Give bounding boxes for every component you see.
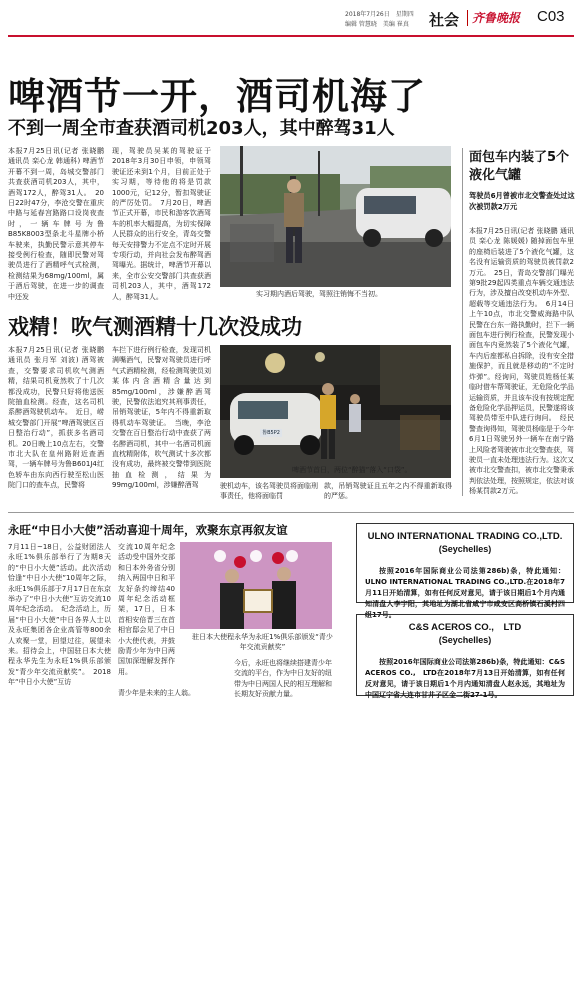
side-column-divider [462,148,463,496]
story2-column-3a: 驶机动车，该名驾驶员将面临刑事责任，他将面临罚 [220,482,318,501]
section-name: 社会 [429,11,460,29]
story1-headline: 啤酒节一开，酒司机海了 [8,75,426,118]
notice-company-name: C&S ACEROS CO., LTD [408,622,522,633]
notice-company-name: ULNO INTERNATIONAL TRADING CO.,LTD. [367,531,563,542]
notice-body: 按照2016年国际商业公司法第286b)条，特此通知：ULNO INTERNATIONAL TRADING CO.,LTD.在2018年7月11日开始清算，如有任何反对意见，请于该日期后1个月内通知清盘人李宇阳，其地址为湖北省咸宁市咸安区高桥镇石溪村四组17号。 [365,567,565,619]
newspaper-logo: 齐鲁晚报 [472,11,521,25]
header-divider [467,10,468,26]
legal-notice-ulno [356,523,574,619]
story3-column-1: 7月11日~18日，公益财团法人永旺1%俱乐部举行了为期8天的“中日小大使”活动。此次活动恰逢“中日小大使”10周年之际，永旺1%俱乐部于7月17日在东京举办了“中日小大使”互访交流10周年纪念活动。 纪念活动上，历届“中日小大使”中日各界人士以及永旺集团各企业高管等800余人欢聚一堂，回望过往，展望未来。招待会上，中国驻日本大使程永华先生为永旺1%俱乐部颁发“青少年交流贡献奖”。 2018年“中日小大使”互访 [8,543,111,687]
license-plate: 鲁B5P2 [262,430,280,436]
notice-jurisdiction: (Seychelles) [438,544,492,554]
story3-column-2b: 青少年是未来的主人翁。 [118,689,195,697]
notice-body: 按照2016年国际商业公司法第286b)条，特此通知：C&S ACEROS CO., LTD在2018年7月13日开始清算，如有任何反对意见，请于该日期后1个月内通知清盘人赵永远，其地址为中国辽宁省大连市甘井子区金二街27-1号。 [365,658,565,699]
page-header [0,0,580,40]
side-story-headline: 面包车内装了5个液化气罐 [469,150,570,183]
story2-column-1: 本报7月25日讯(记者 张晓鹏 通讯员 张月军 刘波) 酒驾被查，交警要求司机吹气测酒精，结果司机竟然吹了十几次都没成功，民警只好将他送医院抽血检测。经查，这名司机系醉酒驾驶机动车。 近日，崂城交警部门开展“啤酒驾驶区百日整治行动”，抓获多名酒司机。20日晚上10点左右，交警市北大队在皇州路附近查酒驾，一辆车牌号为鲁B601J4红色轿车由东向西行驶至松山医院门口的查车点，民警将 [8,346,104,490]
header-rule [8,35,574,37]
story1-column-2: 现，驾驶员吴某的驾驶证于2018年3月30日申领，申领驾驶证还未到1个月，目前正处于实习期，等待他的将是罚款1000元，记12分，暂扣驾驶证的严厉处罚。 7月20日，啤酒节正式开幕，市民和游客饮酒驾车的机率大幅提高，为切实保障人民群众的出行安全，青岛交警每天安排警力不定点不定时开展专项行动，并向社会发布醉驾酒驾曝光。据统计，啤酒节开幕以来，全市公安交警部门共查获酒司机203人，其中，酒驾172人，醉驾31人。 [112,147,211,301]
story3-photo-caption: 驻日本大使程永华为永旺1%俱乐部颁发“青少年交流贡献奖” [192,633,333,651]
story1-photo [220,146,451,287]
side-story-subhead: 驾驶员6月曾被市北交警查处过这次被罚款2万元 [469,191,575,211]
section-divider [8,512,574,513]
story2-photo [220,345,451,478]
story2-column-2: 车拦下进行例行检查，发现司机满嘴酒气，民警对驾驶员进行呼气式酒精检测，经检测驾驶员刘某体内含酒精含量达到85mg/100ml，涉嫌醉酒驾驶，民警依法追究其刑事责任，吊销驾驶证，5年内不得重新取得机动车驾驶证。 当晚，李沧交警在百日整治行动中查获了两名醉酒司机，其中一名酒司机面直枕精附体，吹气测试十多次都没有成功，最终被交警带到医院抽血检测，结果为99mg/100ml，涉嫌醉酒驾 [112,346,211,490]
story1-column-1: 本报7月25日讯(记者 张晓鹏 通讯员 栾心龙 韩通科) 啤酒节开幕不到一周，岛城交警部门共查获酒司机203人，其中，酒驾172人，醉驾31人。 20日22时47分，李沧交警在重庆中路与延春宫路路口设岗夜查时，一辆车牌号为鲁B85K8003型条北斗星牌小桥车驶来，执勤民警示意其停车接受例行检查，随即民警对驾驶员进行了酒精呼气式检测，检测结果为68mg/100ml，属于酒后驾驶，在进一步的调查中还发 [8,147,104,301]
story2-photo-caption: 啤酒节首日，两位“醉猫”落入“口袋”。 [292,466,412,474]
editor-credit: 编辑 管慧晓 美编 崔真 [345,21,409,28]
side-story-body: 本报7月25日讯(记者 张晓鹏 通讯员 栾心龙 陈媛媛) 随掉面包车里的座椅后装进了5个液化气罐，这名没有运输资质的驾驶员被罚款2万元。 25日，青岛交警部门曝光第9批29起四类重点车辆交通违法行为，涉及擅自改变机动车外型、超载等交通违法行为。 6月14日上午10点，市北交警威海路中队民警在台东一路执勤时，拦下一辆面包车进行例行检查，民警发现小面包车内竟然装了5个液化气罐，车内后座都私自拆除，没有安全措施保护，而且就是移动的“不定时炸弹”。经询问，驾驶员姓杨任某临时借车帮驾驶证，无危险化学品运输资质，并且该车没有按规定配备危险化学品押运员，民警遂将该驾驶员带至中队进行询问。 经民警查询得知，驾驶员杨临是于今年6月1日驾驶另外一辆车在南宁路上风险者驾驶被市北交警查获，驾驶员一直未处理违法行为。这次又被市北交警查扣，被市北交警秉承判依法处理，按照规定，依法对该杨某罚款2万元。 [469,227,574,496]
legal-notice-cs-aceros [356,614,574,699]
story3-headline: 永旺“中日小大使”活动喜迎十周年，欢聚东京再叙友谊 [8,523,288,537]
notice-jurisdiction: (Seychelles) [438,635,492,645]
story2-headline: 戏精！吹气测酒精十几次没成功 [8,315,302,339]
story3-column-2: 交流10周年纪念活动受中国外交部和日本外务省分别纳入两国中日和平友好条约缔结40周年纪念活动框架，17日，日本首相安倍晋三在首相官邸会见了中日小大使代表，并鼓励青少年为中日两国加深理解发挥作用。 [118,543,175,676]
issue-date: 2018年7月26日 星期四 [345,11,414,18]
story3-column-3: 今后，永旺也将继续搭建青少年交流的平台，作为中日友好的纽带为中日两国人民的相互理解和长期友好贡献力量。 [234,659,332,699]
story1-subhead: 不到一周全市查获酒司机203人，其中醉驾31人 [8,118,395,139]
page-number: C03 [537,8,565,25]
story1-photo-caption: 实习期内酒后驾驶，驾照注销悔不当初。 [256,290,382,298]
story2-column-3b: 款，吊销驾驶证且五年之内不得重新取得的严惩。 [324,482,452,501]
story3-photo [180,542,332,629]
